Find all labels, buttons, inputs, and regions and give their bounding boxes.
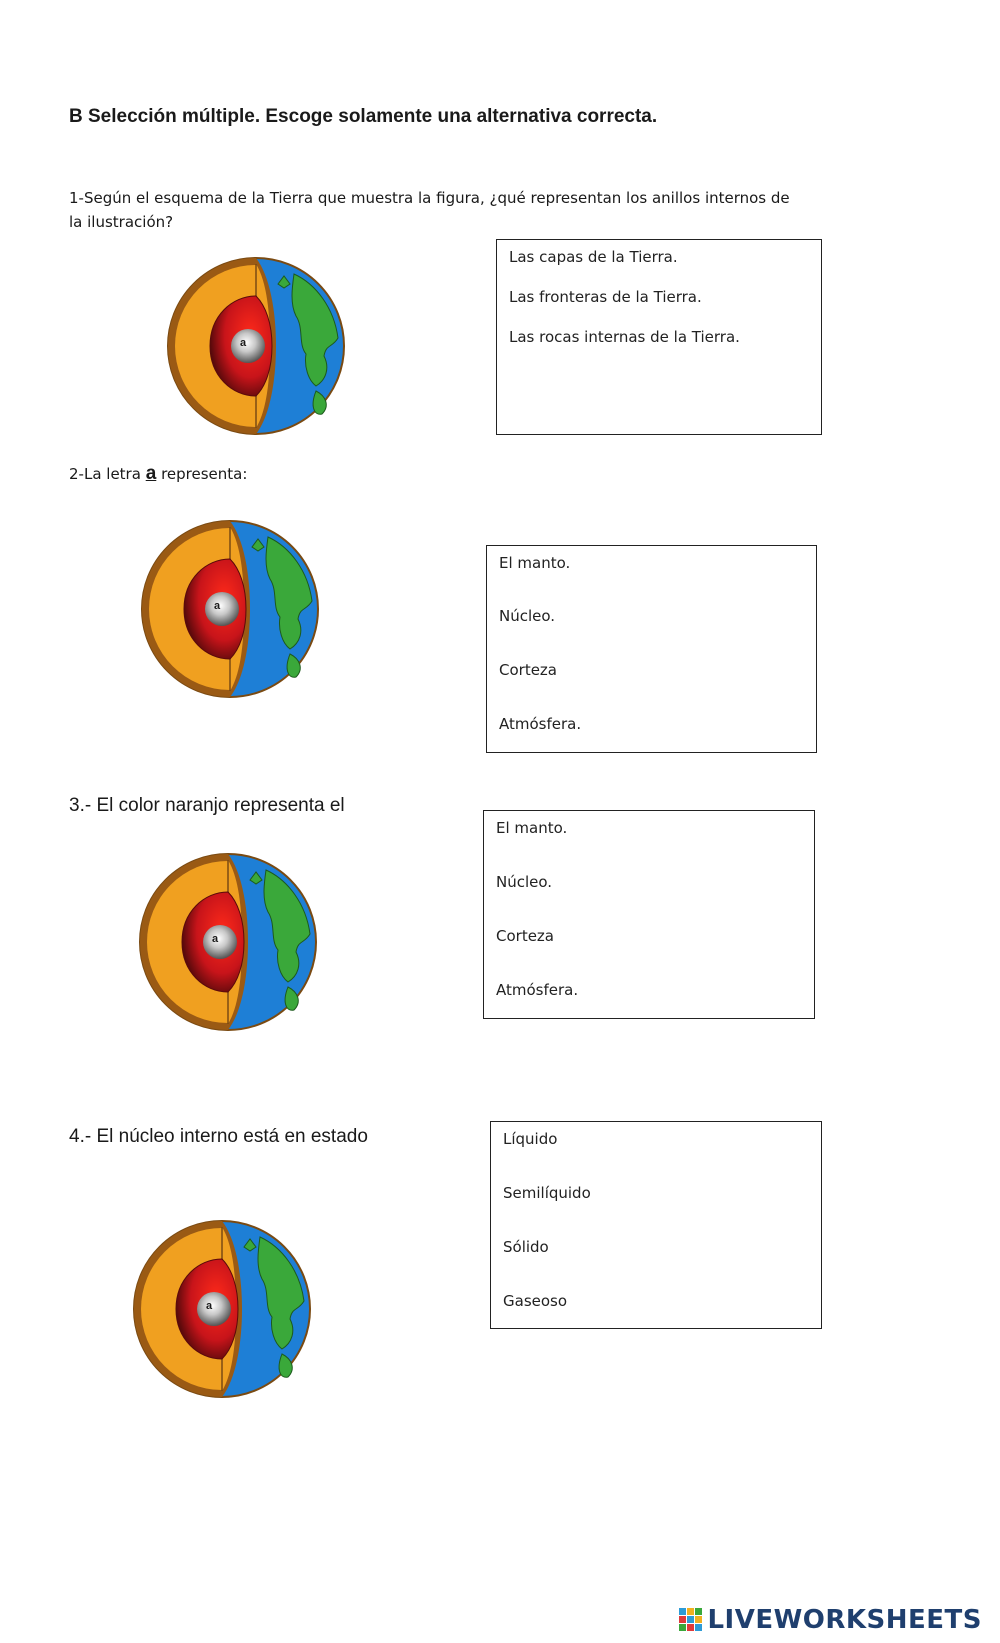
earth-diagram-3	[138, 852, 318, 1032]
logo-blocks-icon	[679, 1608, 703, 1632]
option-2-a[interactable]: El manto.	[499, 554, 571, 572]
earth-layers-icon	[132, 1219, 312, 1399]
question-2-letter: a	[145, 463, 157, 484]
option-1-a[interactable]: Las capas de la Tierra.	[509, 248, 678, 266]
answer-box-2	[486, 545, 817, 753]
option-4-b[interactable]: Semilíquido	[503, 1184, 591, 1202]
answer-box-4	[490, 1121, 822, 1329]
option-1-b[interactable]: Las fronteras de la Tierra.	[509, 288, 702, 306]
earth-diagram-4	[132, 1219, 312, 1399]
question-1-line-2: la ilustración?	[69, 213, 174, 231]
answer-box-3	[483, 810, 815, 1019]
option-2-d[interactable]: Atmósfera.	[499, 715, 582, 733]
option-4-c[interactable]: Sólido	[503, 1238, 549, 1256]
liveworksheets-logo[interactable]	[679, 1605, 982, 1635]
question-2-text	[69, 462, 247, 486]
question-2-prefix: 2-La letra	[69, 465, 141, 483]
question-4-text: 4.- El núcleo interno está en estado	[69, 1126, 368, 1147]
earth-label-a: a	[240, 337, 247, 349]
earth-label-a: a	[212, 933, 219, 945]
option-2-c[interactable]: Corteza	[499, 661, 557, 679]
answer-box-1	[496, 239, 822, 435]
option-3-d[interactable]: Atmósfera.	[496, 981, 579, 999]
option-1-c[interactable]: Las rocas internas de la Tierra.	[509, 328, 740, 346]
earth-layers-icon	[140, 519, 320, 699]
option-3-c[interactable]: Corteza	[496, 927, 554, 945]
option-4-d[interactable]: Gaseoso	[503, 1292, 568, 1310]
option-3-b[interactable]: Núcleo.	[496, 873, 553, 891]
earth-diagram-1	[166, 256, 346, 436]
question-2-suffix: representa:	[161, 465, 248, 483]
question-1-line-1: 1-Según el esquema de la Tierra que muestra la figura, ¿qué representan los anillos internos de	[69, 189, 790, 207]
option-3-a[interactable]: El manto.	[496, 819, 568, 837]
logo-text: LIVEWORKSHEETS	[707, 1605, 982, 1635]
earth-label-a: a	[206, 1300, 213, 1312]
question-1-text	[69, 186, 790, 234]
earth-layers-icon	[138, 852, 318, 1032]
earth-layers-icon	[166, 256, 346, 436]
question-3-text: 3.- El color naranjo representa el	[69, 795, 345, 816]
earth-diagram-2	[140, 519, 320, 699]
option-4-a[interactable]: Líquido	[503, 1130, 558, 1148]
earth-label-a: a	[214, 600, 221, 612]
section-title: B Selección múltiple. Escoge solamente una alternativa correcta.	[69, 106, 658, 127]
option-2-b[interactable]: Núcleo.	[499, 607, 556, 625]
